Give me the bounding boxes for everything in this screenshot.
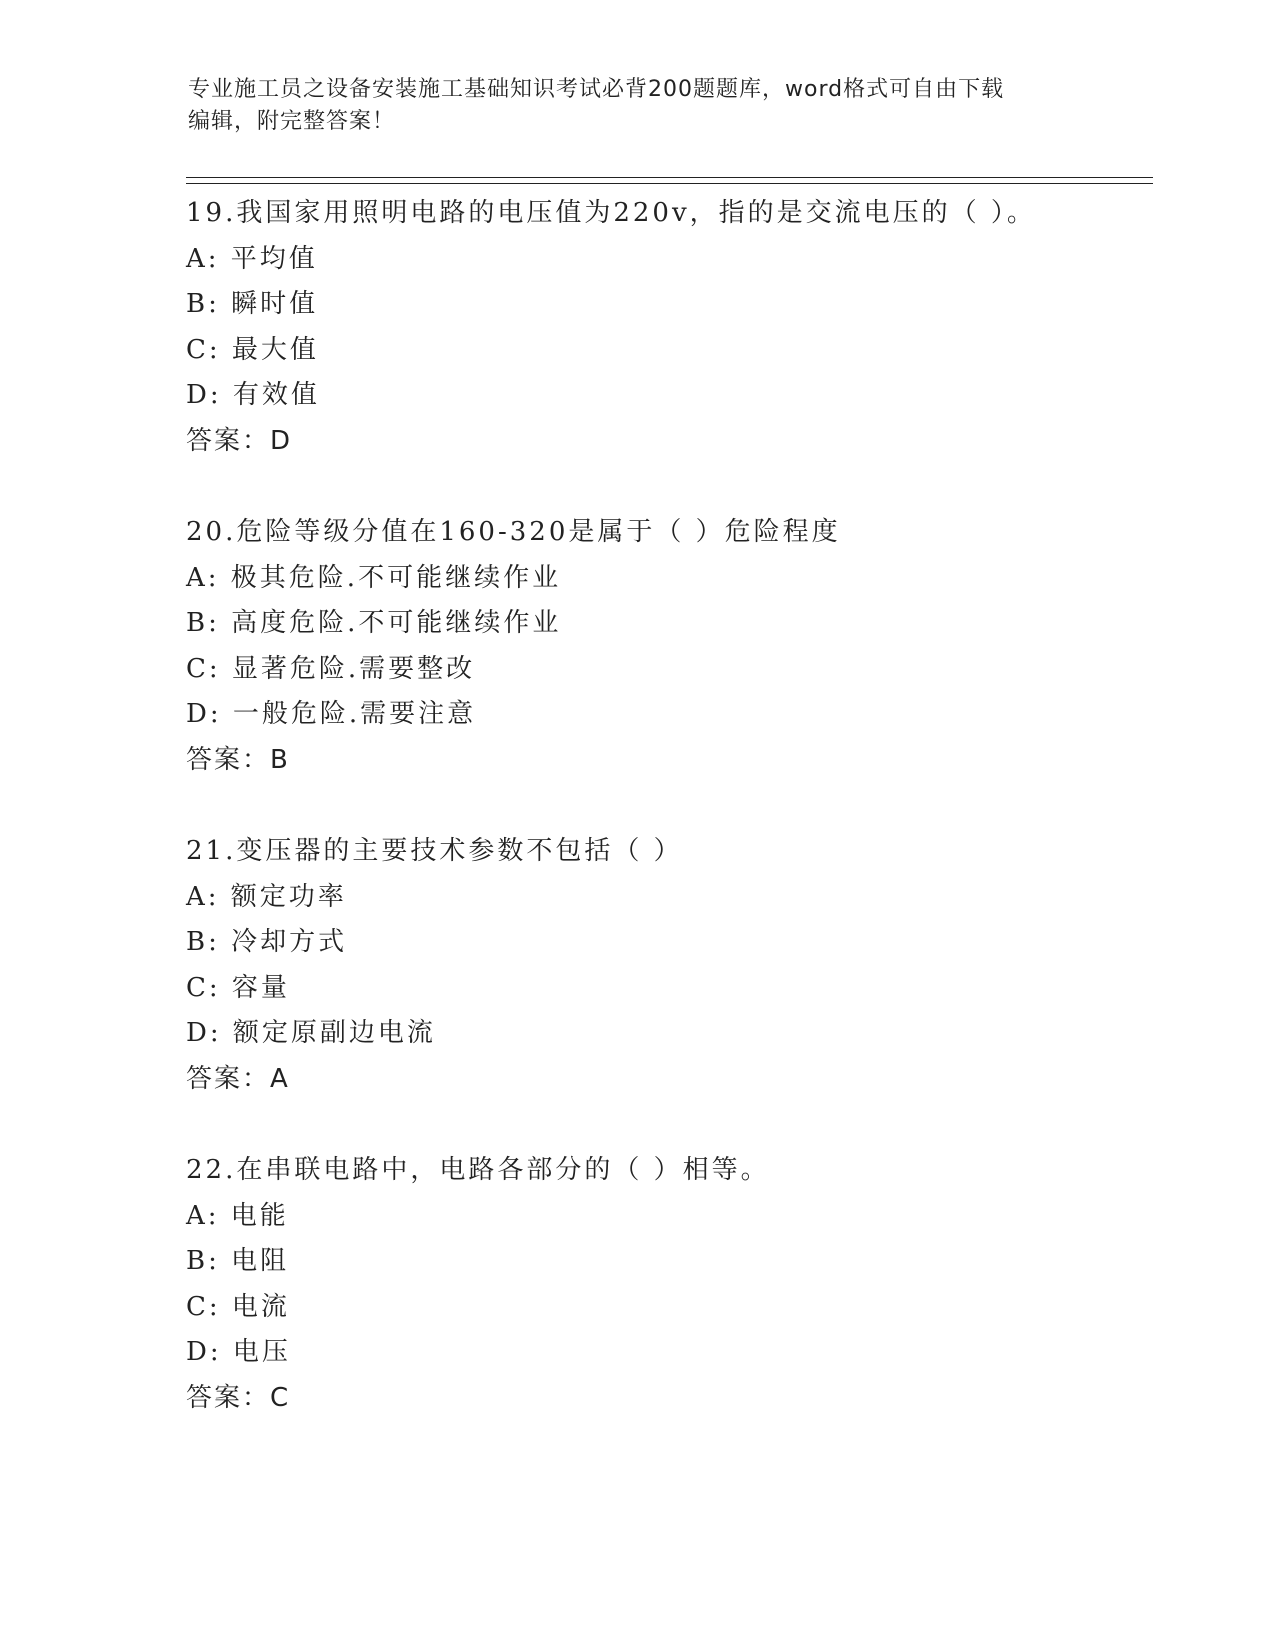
header-title-line-2: 编辑，附完整答案！ — [188, 109, 396, 134]
option-d: D: 一般危险.需要注意 — [186, 699, 477, 729]
option-d: D: 电压 — [186, 1337, 291, 1367]
option-c: C: 最大值 — [186, 334, 319, 365]
option-a: A: 平均值 — [186, 243, 318, 274]
question-stem: 20.危险等级分值在160-320是属于（ ）危险程度 — [186, 517, 841, 547]
option-c: C: 容量 — [186, 972, 290, 1003]
option-b: B: 高度危险.不可能继续作业 — [186, 608, 562, 638]
answer-line: 答案：B — [186, 744, 290, 775]
question-stem: 19.我国家用照明电路的电压值为220v，指的是交流电压的（ ）。 — [186, 198, 1036, 228]
answer-line: 答案：D — [186, 425, 293, 456]
question-22 — [186, 1148, 1146, 1421]
option-a: A: 额定功率 — [186, 881, 347, 912]
question-stem: 22.在串联电路中，电路各部分的（ ）相等。 — [186, 1155, 770, 1185]
option-a: A: 极其危险.不可能继续作业 — [186, 562, 562, 593]
option-c: C: 电流 — [186, 1291, 290, 1322]
option-b: B: 冷却方式 — [186, 927, 348, 957]
option-b: B: 瞬时值 — [186, 289, 319, 319]
option-a: A: 电能 — [186, 1200, 289, 1231]
answer-line: 答案：C — [186, 1382, 291, 1413]
question-stem: 21.变压器的主要技术参数不包括（ ） — [186, 836, 683, 866]
header-divider-bottom — [186, 183, 1153, 184]
option-b: B: 电阻 — [186, 1246, 290, 1276]
answer-line: 答案：A — [186, 1063, 290, 1094]
option-d: D: 额定原副边电流 — [186, 1018, 436, 1048]
question-list — [186, 191, 1146, 1467]
header-divider-top — [186, 177, 1153, 178]
option-c: C: 显著危险.需要整改 — [186, 653, 476, 684]
question-21 — [186, 829, 1146, 1102]
question-19 — [186, 191, 1146, 464]
header-title-line-1: 专业施工员之设备安装施工基础知识考试必背200题题库，word格式可自由下载 — [188, 77, 1005, 102]
document-header — [188, 74, 1088, 138]
option-d: D: 有效值 — [186, 380, 320, 410]
question-20 — [186, 510, 1146, 783]
